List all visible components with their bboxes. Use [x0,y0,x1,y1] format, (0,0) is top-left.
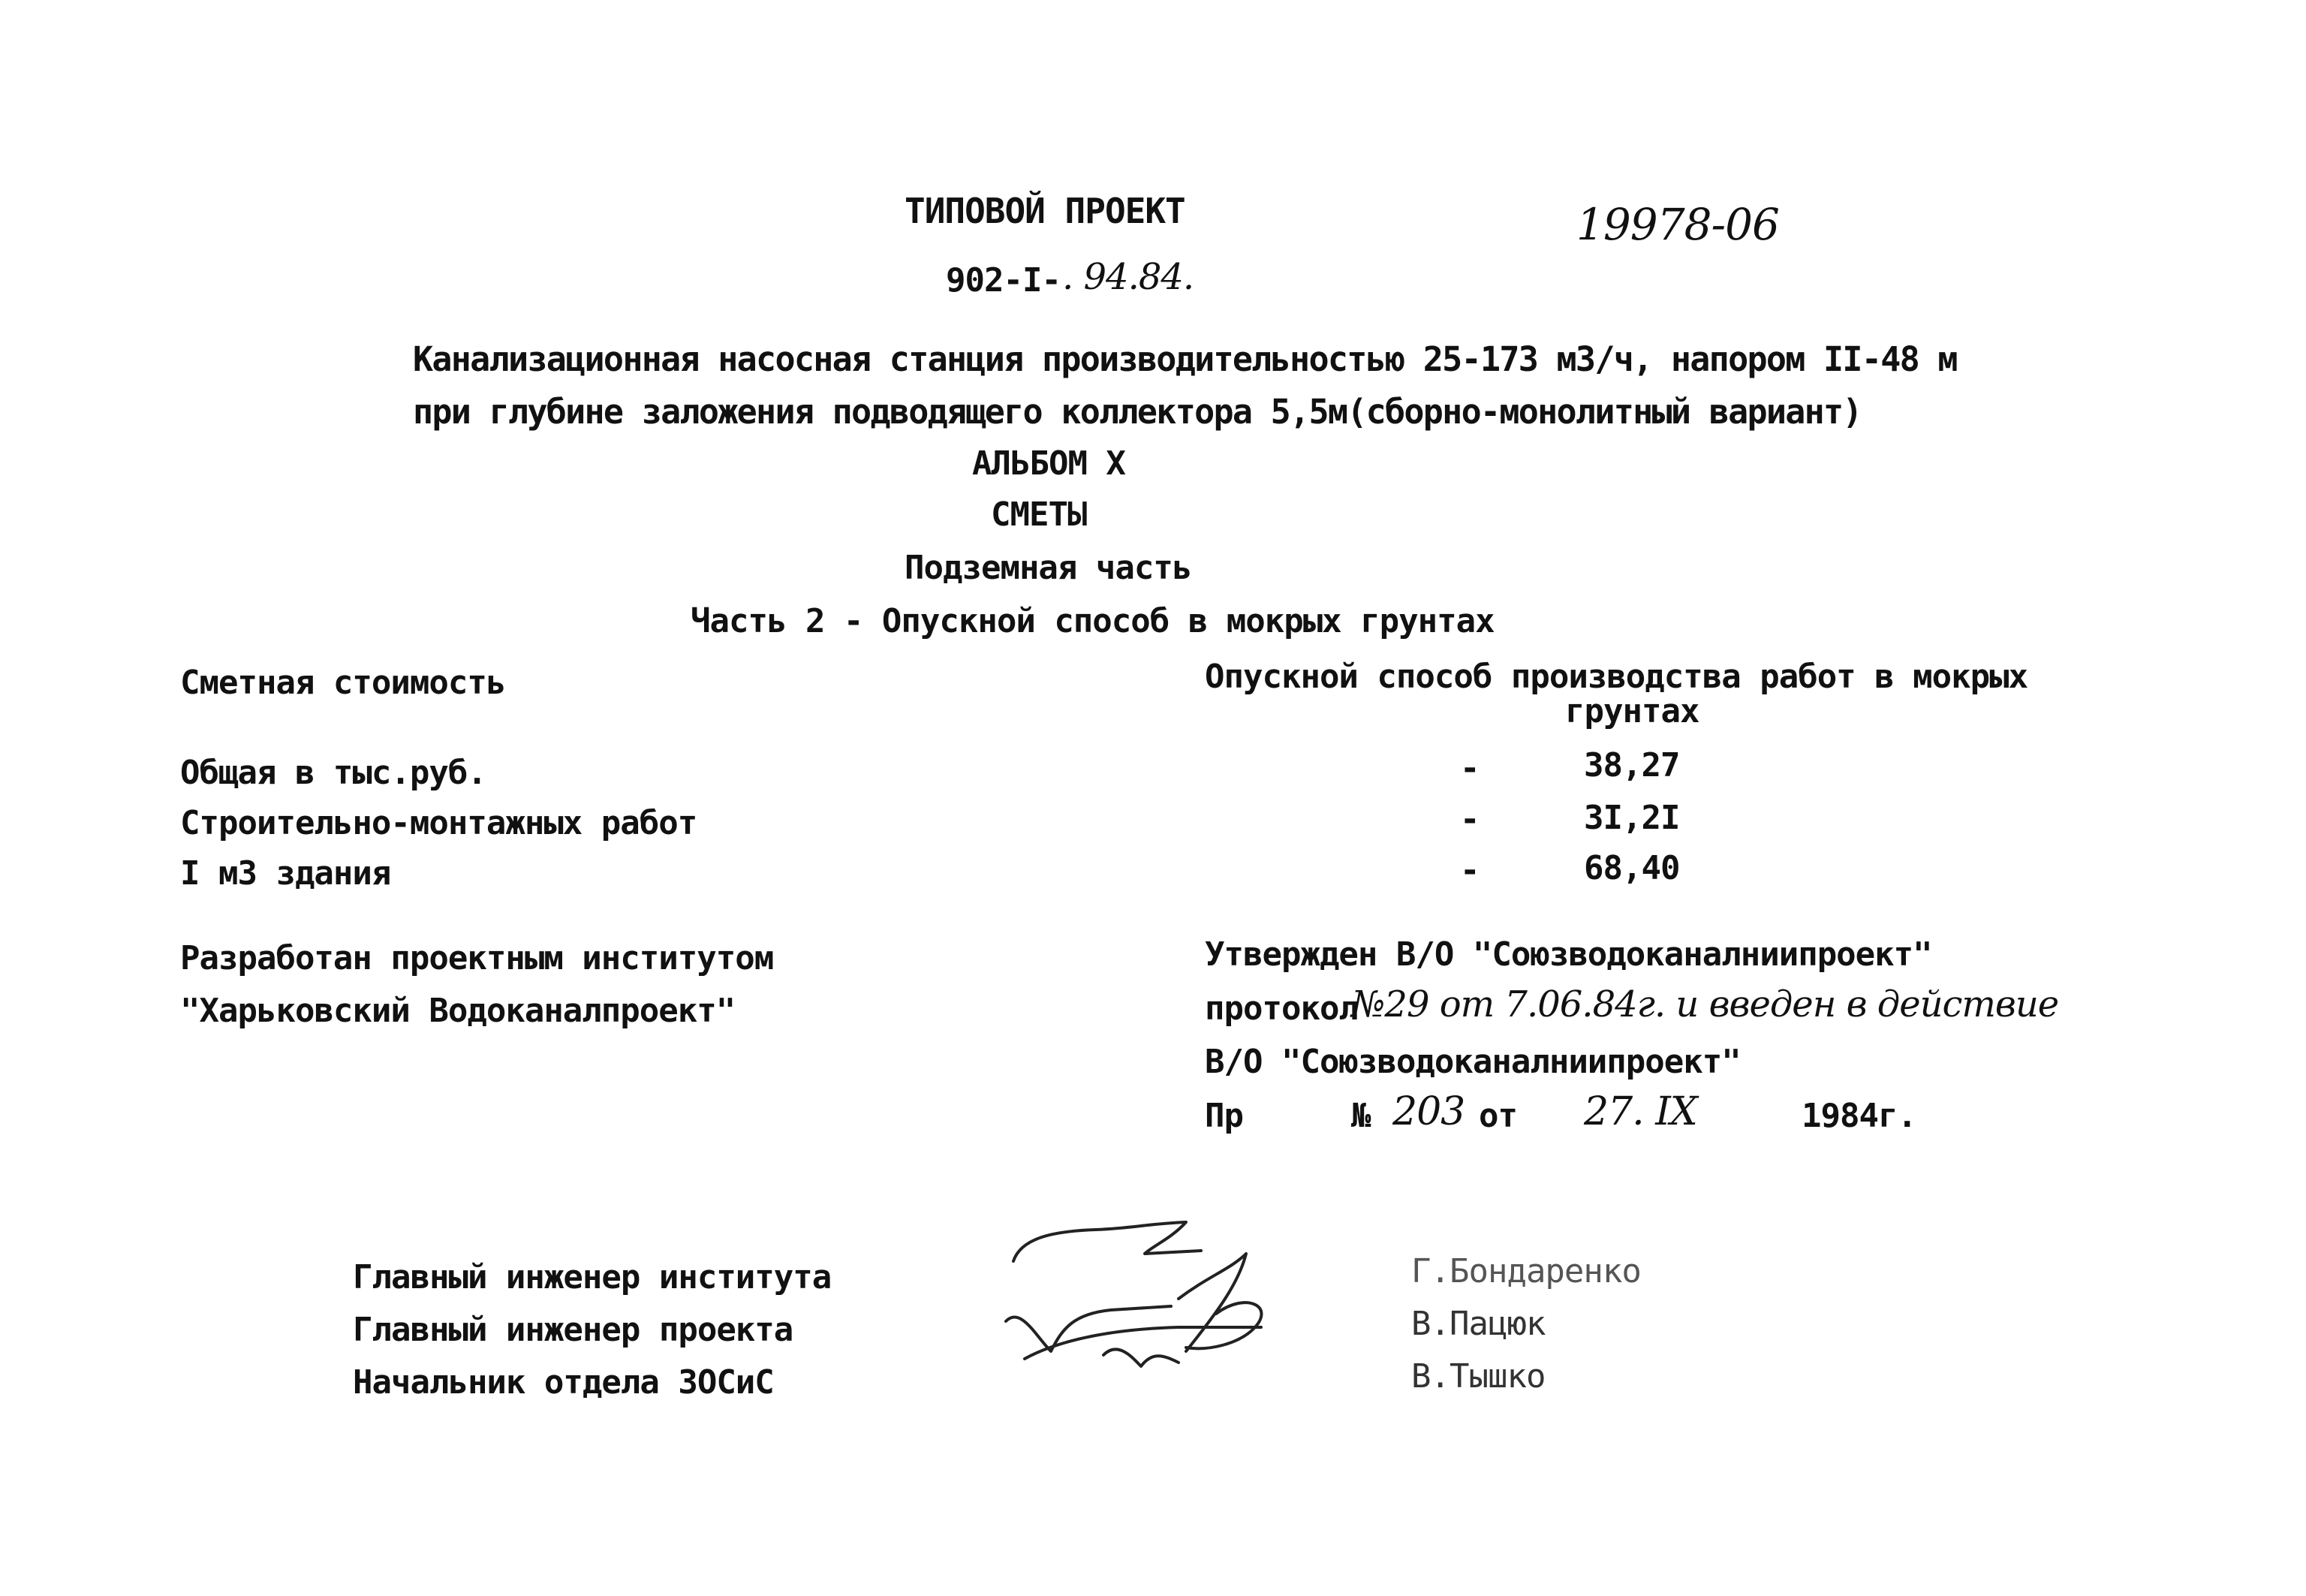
signatures-image [991,1201,1306,1396]
cost-row-total-value: 38,27 [1584,746,1680,784]
approval-line4-year: 1984г. [1802,1097,1916,1135]
approval-line1: Утвержден В/О "Союзводоканалниипроект" [1205,935,1932,974]
project-description-line2: при глубине заложения подводящего коллектора 5,5м(сборно-монолитный вариант) [413,392,1862,432]
signatory-position-chief-project-engineer: Главный инженер проекта [353,1311,793,1349]
approval-line2-handwritten: №29 от 7.06.84г. и введен в действие [1351,983,2059,1025]
cost-row-volume-dash: - [1460,851,1480,890]
album-title: АЛЬБОМ X [972,444,1125,483]
cost-row-construction-label: Строительно-монтажных работ [180,804,697,842]
part-title: Часть 2 - Опускной способ в мокрых грунтах [691,602,1495,640]
project-code-printed: 902-I- [946,261,1061,300]
approval-line4-from: от [1479,1097,1517,1135]
cost-row-volume-label: I м3 здания [180,854,391,893]
signatory-position-department-head: Начальник отдела ЗОСиС [353,1363,774,1402]
subsection-title: Подземная часть [905,549,1192,587]
approval-line4-prefix: Пр [1205,1097,1243,1135]
cost-column-header-line2: грунтах [1565,692,1699,730]
cost-label: Сметная стоимость [180,664,506,702]
approval-line4-num-hand: 203 [1392,1089,1465,1134]
signatory-name-department-head: В.Тышко [1411,1357,1546,1396]
project-description-line1: Канализационная насосная станция производительностью 25-173 м3/ч, напором II-48 м [413,339,1957,379]
approval-line2-printed: протокол [1205,989,1358,1028]
approval-line4-num-printed: № [1351,1097,1371,1135]
signatory-name-chief-engineer-institute: Г.Бондаренко [1411,1252,1641,1290]
archive-number: 19978-06 [1576,199,1779,250]
signatory-position-chief-engineer-institute: Главный инженер института [353,1258,832,1296]
signatory-name-chief-project-engineer: В.Пацюк [1411,1305,1546,1343]
cost-column-header-line1: Опускной способ производства работ в мокрых [1205,658,2028,696]
cost-row-volume-value: 68,40 [1584,849,1680,887]
section-title: СМЕТЫ [991,495,1087,534]
cost-row-total-dash: - [1460,749,1480,787]
developer-line1: Разработан проектным институтом [180,939,774,977]
developer-line2: "Харьковский Водоканалпроект" [180,992,736,1030]
cost-row-total-label: Общая в тыс.руб. [180,754,486,792]
project-code-handwritten: . 94.84. [1062,256,1194,298]
approval-line4-date-hand: 27. IX [1584,1089,1697,1134]
approval-line3: В/О "Союзводоканалниипроект" [1205,1043,1741,1081]
cost-row-construction-value: 3I,2I [1584,799,1680,837]
document-heading: ТИПОВОЙ ПРОЕКТ [905,191,1185,231]
cost-row-construction-dash: - [1460,800,1480,839]
